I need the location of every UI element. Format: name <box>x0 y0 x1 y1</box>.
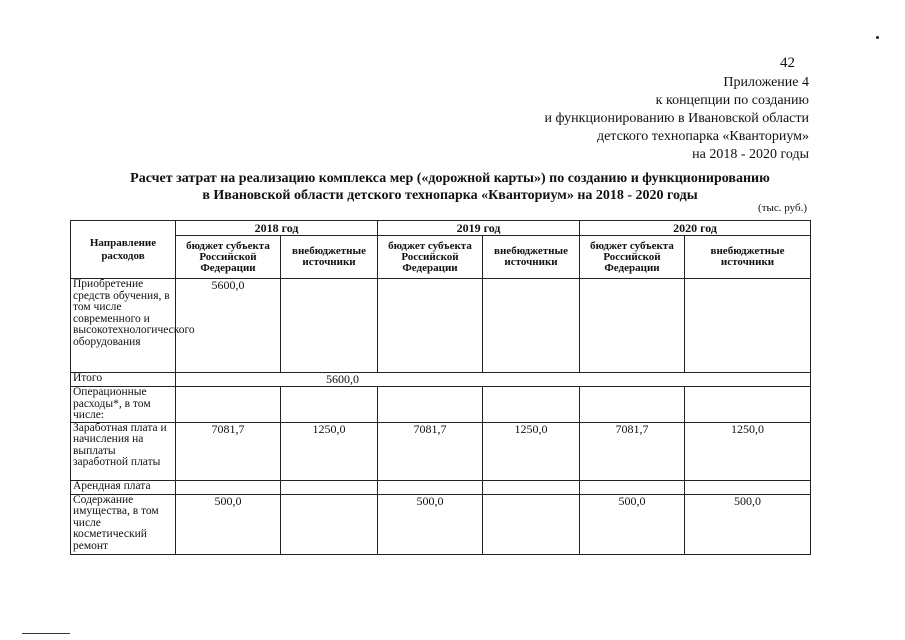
row-label: Операционные расходы*, в том числе: <box>71 387 176 423</box>
year-header-2020: 2020 год <box>580 221 811 236</box>
table-row <box>71 480 811 494</box>
year-header-2018: 2018 год <box>176 221 378 236</box>
value-cell: 500,0 <box>685 494 811 554</box>
extrabudget-header: внебюджетные источники <box>281 236 378 279</box>
appendix-line: и функционированию в Ивановской области <box>544 111 809 126</box>
appendix-line: на 2018 - 2020 годы <box>692 147 809 162</box>
page-number: 42 <box>780 55 795 71</box>
appendix-header <box>544 74 809 164</box>
value-cell: 7081,7 <box>378 422 483 480</box>
table-row <box>71 494 811 554</box>
value-cell: 500,0 <box>378 494 483 554</box>
footnote-divider <box>22 633 70 634</box>
appendix-line: Приложение 4 <box>723 75 809 90</box>
row-label: Приобретение средств обучения, в том числе современного и высокотехнологического оборудования <box>71 279 176 373</box>
total-value: 5600,0 <box>326 372 359 386</box>
value-cell <box>685 387 811 423</box>
value-cell: 7081,7 <box>176 422 281 480</box>
value-cell <box>378 387 483 423</box>
value-cell <box>483 387 580 423</box>
value-cell: 7081,7 <box>580 422 685 480</box>
budget-header: бюджет субъекта Российской Федерации <box>176 236 281 279</box>
row-label: Заработная плата и начисления на выплаты заработной платы <box>71 422 176 480</box>
value-cell <box>580 480 685 494</box>
title-line-1: Расчет затрат на реализацию комплекса мер («дорожной карты») по созданию и функционированию <box>130 171 770 186</box>
costs-table <box>70 220 811 555</box>
value-cell <box>483 279 580 373</box>
budget-header: бюджет субъекта Российской Федерации <box>378 236 483 279</box>
value-cell <box>378 480 483 494</box>
year-header-2019: 2019 год <box>378 221 580 236</box>
value-cell <box>580 279 685 373</box>
value-cell <box>281 387 378 423</box>
value-cell <box>176 480 281 494</box>
row-label: Итого <box>71 373 176 387</box>
value-cell <box>281 494 378 554</box>
value-cell: 500,0 <box>176 494 281 554</box>
value-cell <box>378 279 483 373</box>
appendix-line: к концепции по созданию <box>655 93 809 108</box>
document-title <box>60 170 840 204</box>
value-cell <box>580 387 685 423</box>
value-cell <box>483 494 580 554</box>
budget-header: бюджет субъекта Российской Федерации <box>580 236 685 279</box>
value-cell <box>281 480 378 494</box>
value-cell <box>281 279 378 373</box>
title-line-2: в Ивановской области детского технопарка «Кванториум» на 2018 - 2020 годы <box>202 188 698 203</box>
value-cell: 1250,0 <box>685 422 811 480</box>
unit-label: (тыс. руб.) <box>758 202 807 214</box>
extrabudget-header: внебюджетные источники <box>685 236 811 279</box>
value-cell <box>176 387 281 423</box>
value-cell: 500,0 <box>580 494 685 554</box>
value-cell: 1250,0 <box>281 422 378 480</box>
table-row <box>71 387 811 423</box>
value-cell <box>685 480 811 494</box>
appendix-line: детского технопарка «Кванториум» <box>596 129 809 144</box>
scan-dot <box>876 36 879 39</box>
value-cell: 5600,0 <box>176 279 281 373</box>
value-cell <box>685 279 811 373</box>
table-row <box>71 422 811 480</box>
row-label: Арендная плата <box>71 480 176 494</box>
value-cell: 1250,0 <box>483 422 580 480</box>
total-row <box>71 373 811 387</box>
extrabudget-header: внебюджетные источники <box>483 236 580 279</box>
row-label: Содержание имущества, в том числе косметический ремонт <box>71 494 176 554</box>
table-row <box>71 279 811 373</box>
value-cell <box>483 480 580 494</box>
direction-header: Направление расходов <box>71 221 176 279</box>
